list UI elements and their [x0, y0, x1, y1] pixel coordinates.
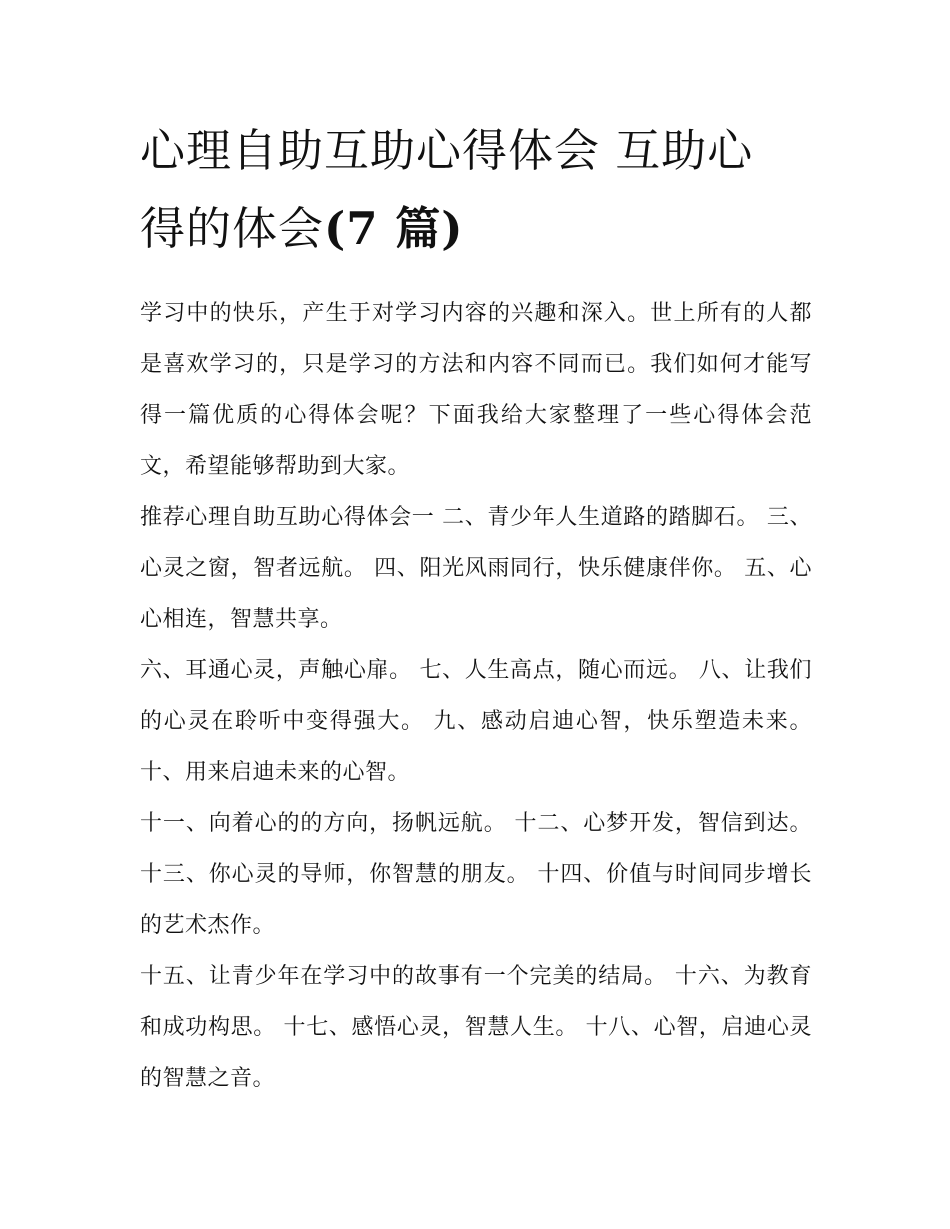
title-line-1: 心理自助互助心得体会 互助心 [140, 124, 754, 177]
title-line-2: 得的体会 [140, 202, 325, 255]
document-title [140, 112, 812, 268]
document-page [140, 112, 812, 1104]
body-paragraph: 十五、让青少年在学习中的故事有一个完美的结局。 十六、为教育和成功构思。 十七、感悟心灵，智慧人生。 十八、心智，启迪心灵的智慧之音。 [140, 964, 812, 1091]
body-paragraph: 推荐心理自助互助心得体会一 二、青少年人生道路的踏脚石。 三、心灵之窗，智者远航。 四、阳光风雨同行，快乐健康伴你。 五、心心相连，智慧共享。 [140, 505, 812, 632]
body-paragraph: 六、耳通心灵，声触心扉。 七、人生高点，随心而远。 八、让我们的心灵在聆听中变得强大。 九、感动启迪心智，快乐塑造未来。 十、用来启迪未来的心智。 [140, 658, 812, 785]
title-count: (7 篇) [324, 202, 464, 255]
intro-paragraph: 学习中的快乐，产生于对学习内容的兴趣和深入。世上所有的人都是喜欢学习的，只是学习的方法和内容不同而已。我们如何才能写得一篇优质的心得体会呢？下面我给大家整理了一些心得体会范文，希望能够帮助到大家。 [140, 301, 812, 479]
body-paragraph: 十一、向着心的的方向，扬帆远航。 十二、心梦开发，智信到达。 十三、你心灵的导师，你智慧的朋友。 十四、价值与时间同步增长的艺术杰作。 [140, 811, 812, 938]
